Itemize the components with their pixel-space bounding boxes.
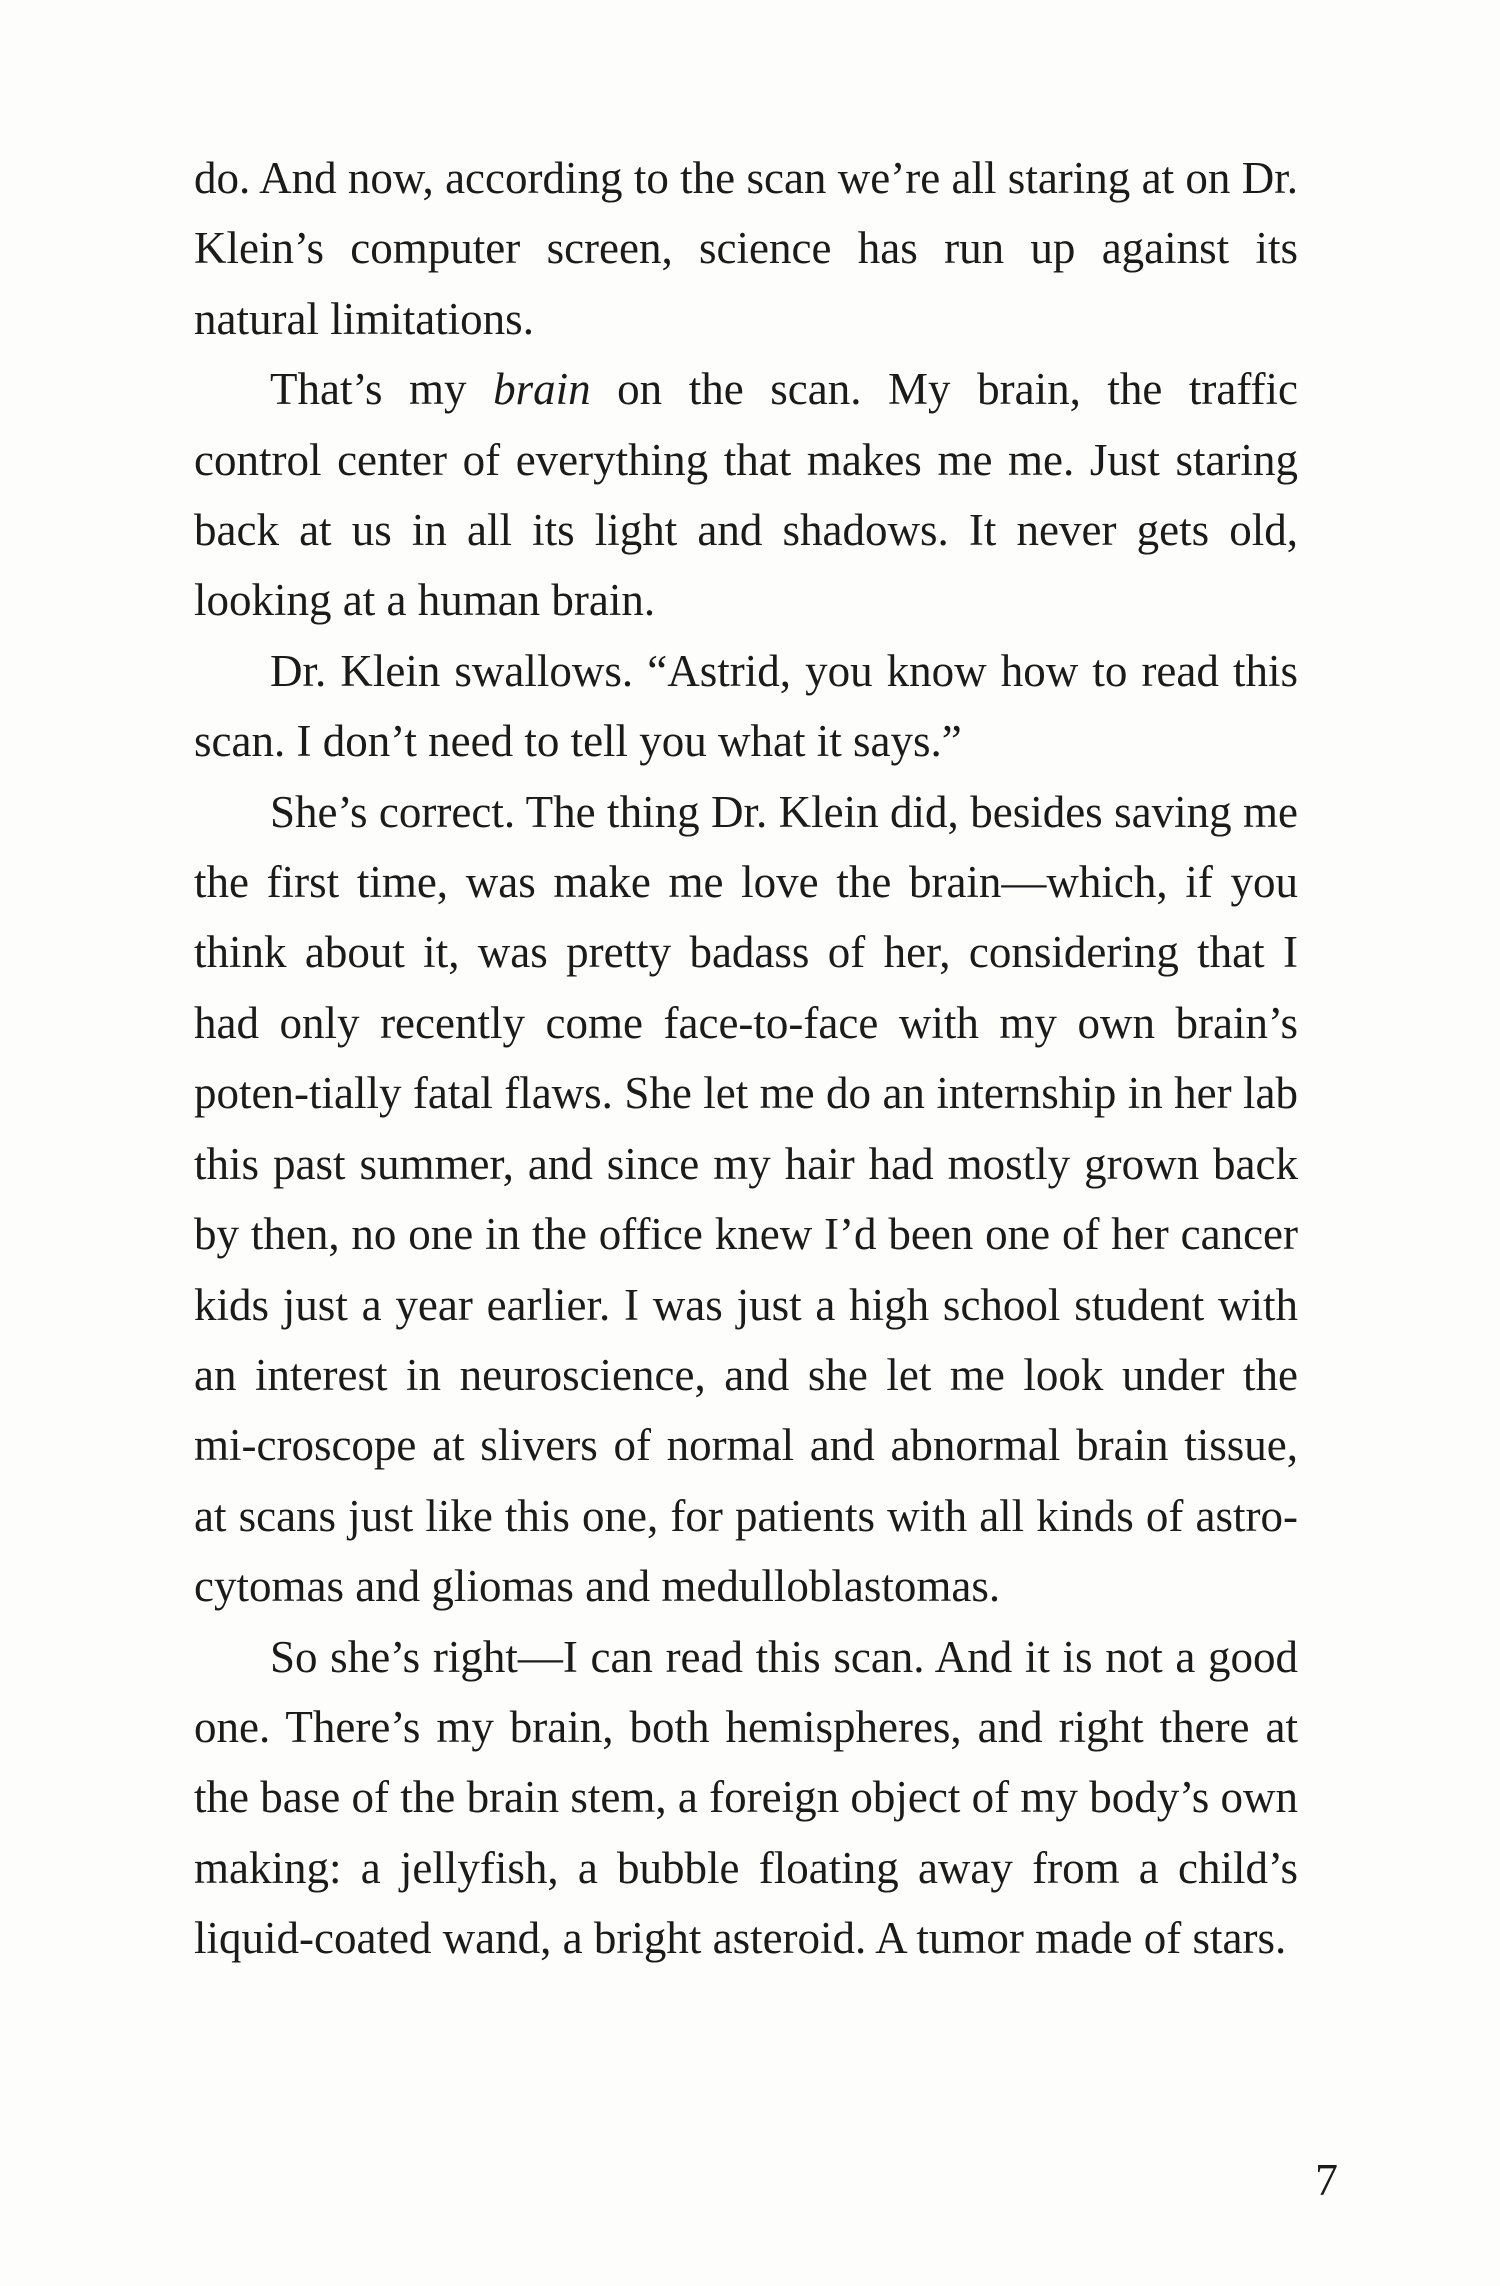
paragraph-2-emphasis: brain	[493, 364, 591, 415]
paragraph-4	[194, 777, 1298, 1622]
paragraph-2	[194, 354, 1298, 636]
paragraph-5	[194, 1622, 1298, 1974]
paragraph-1-text: do. And now, according to the scan we’re all staring at on Dr. Klein’s computer screen, science has run up against its natural limitations.	[194, 153, 1298, 344]
paragraph-5-text: So she’s right—I can read this scan. And it is not a good one. There’s my brain, both hemispheres, and right there at the base of the brain stem, a foreign object of my body’s own making: a jellyfish, a bubble floating away from a child’s liquid-coated wand, a bright asteroid. A tumor made of stars.	[194, 1631, 1298, 1964]
paragraph-2-text-b: on the scan. My brain, the traffic control center of everything that makes me me. Just staring back at us in all its light and shadows. It never gets old, looking at a human brain.	[194, 364, 1299, 626]
paragraph-1	[194, 143, 1298, 354]
paragraph-4-text: She’s correct. The thing Dr. Klein did, besides saving me the first time, was make me love the brain—which, if you think about it, was pretty badass of her, considering that I had only recently come face-to-face with my own brain’s poten-tially fatal flaws. She let me do an internship in her lab this past summer, and since my hair had mostly grown back by then, no one in the office knew I’d been one of her cancer kids just a year earlier. I was just a high school student with an interest in neuroscience, and she let me look under the mi-croscope at slivers of normal and abnormal brain tissue, at scans just like this one, for patients with all kinds of astro-cytomas and gliomas and medulloblastomas.	[194, 786, 1298, 1612]
paragraph-2-text-a: That’s my	[270, 364, 494, 415]
page-number: 7	[1315, 2154, 1338, 2205]
body-text	[194, 143, 1298, 1974]
paragraph-3	[194, 636, 1298, 777]
paragraph-3-text: Dr. Klein swallows. “Astrid, you know how to read this scan. I don’t need to tell you what it says.”	[194, 645, 1298, 767]
